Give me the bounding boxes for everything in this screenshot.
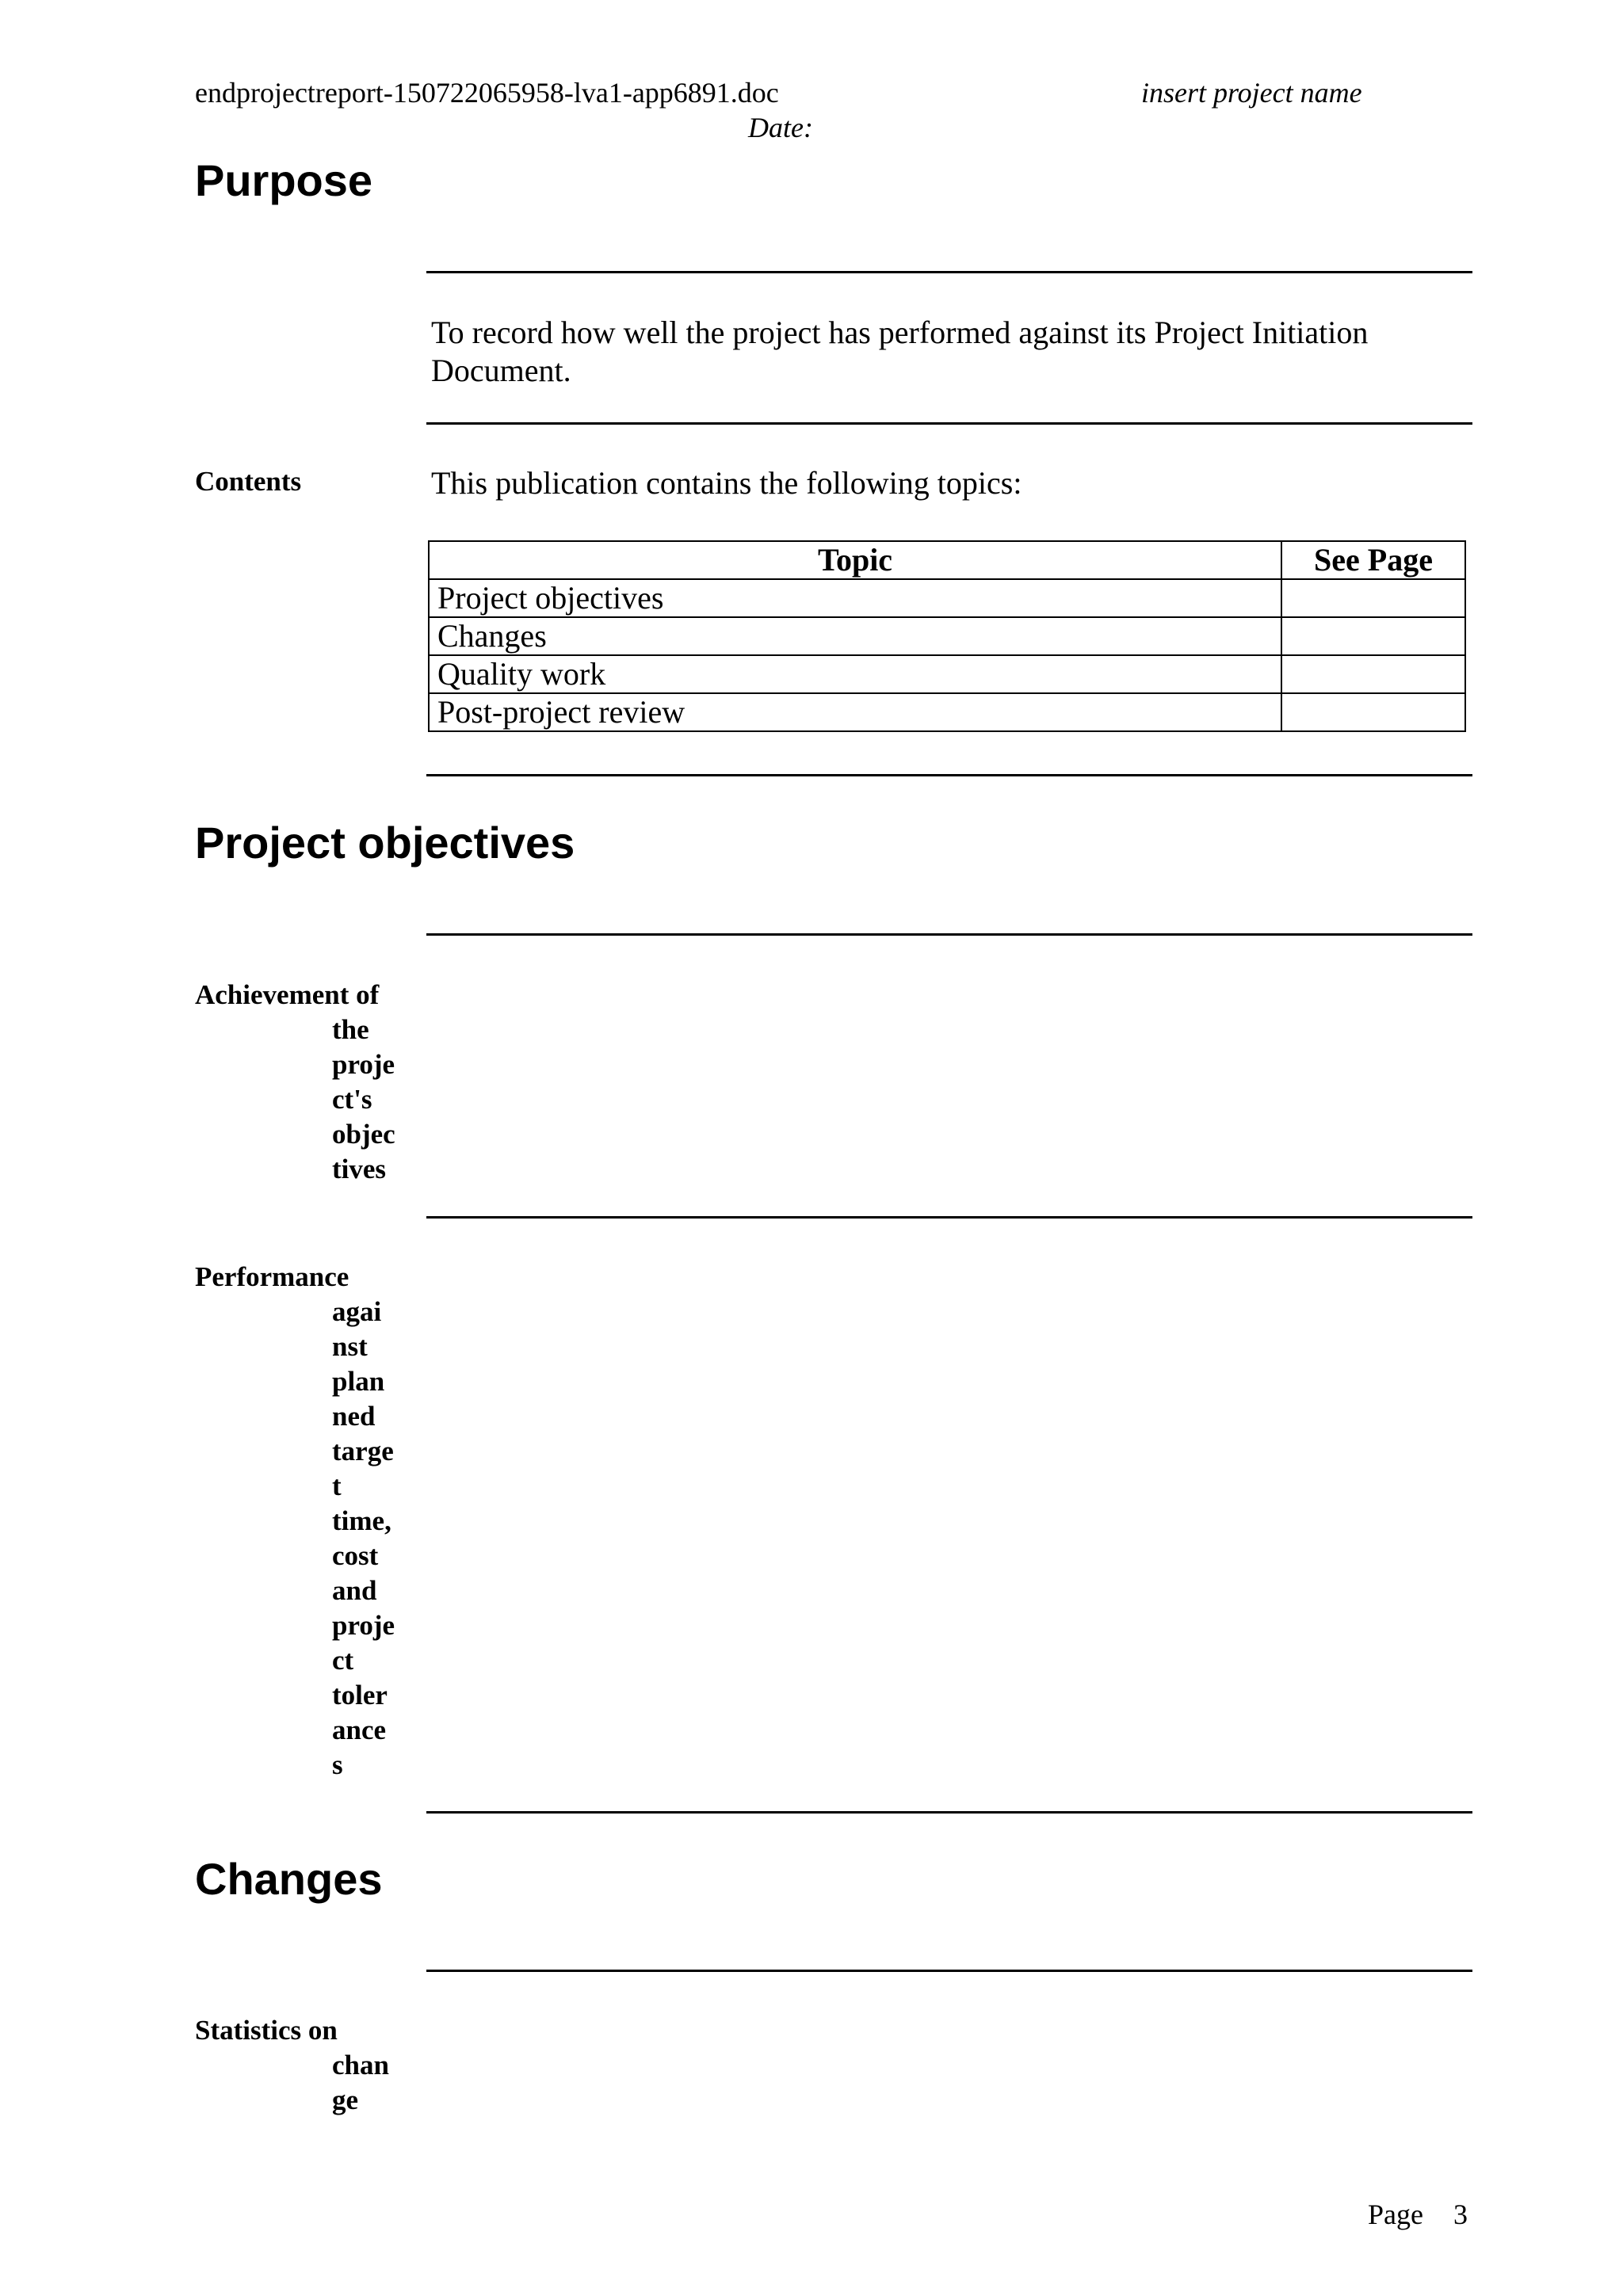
project-objectives-heading: Project objectives xyxy=(195,818,575,868)
table-header-see-page: See Page xyxy=(1281,541,1465,579)
table-row xyxy=(429,655,1465,693)
performance-label-line: ct xyxy=(332,1645,354,1676)
achievement-label-line: ct's xyxy=(332,1084,372,1115)
table-row xyxy=(429,693,1465,731)
performance-label xyxy=(195,1260,395,1783)
table-cell-topic: Quality work xyxy=(429,655,1281,693)
achievement-label-line: tives xyxy=(332,1154,387,1184)
statistics-label-line: chan xyxy=(332,2050,389,2081)
achievement-label-line: objec xyxy=(332,1119,395,1150)
header-project-name: insert project name xyxy=(1141,77,1362,109)
header-filename: endprojectreport-150722065958-lva1-app6891.doc xyxy=(195,77,779,109)
changes-heading: Changes xyxy=(195,1854,383,1904)
table-cell-page xyxy=(1281,579,1465,617)
purpose-text: To record how well the project has performed against its Project Initiation Document. xyxy=(431,315,1369,388)
page-footer xyxy=(1368,2198,1468,2231)
performance-label-line: ned xyxy=(332,1401,376,1432)
divider-rule xyxy=(426,271,1472,273)
divider-rule xyxy=(426,933,1472,936)
performance-label-line: plan xyxy=(332,1366,385,1397)
page-number: 3 xyxy=(1453,2199,1468,2230)
achievement-label-line: Achievement of xyxy=(195,979,380,1010)
divider-rule xyxy=(426,774,1472,776)
performance-label-line: cost xyxy=(332,1540,379,1571)
table-row xyxy=(429,617,1465,655)
performance-label-line: Performance xyxy=(195,1261,349,1292)
performance-label-line: targe xyxy=(332,1436,394,1466)
performance-label-line: s xyxy=(332,1749,343,1780)
achievement-label xyxy=(195,978,395,1187)
performance-label-line: toler xyxy=(332,1680,388,1711)
divider-rule xyxy=(426,422,1472,425)
contents-table xyxy=(428,540,1466,732)
divider-rule xyxy=(426,1216,1472,1219)
purpose-heading: Purpose xyxy=(195,155,373,205)
performance-label-line: agai xyxy=(332,1296,382,1327)
performance-label-line: and xyxy=(332,1575,377,1606)
statistics-label-line: Statistics on xyxy=(195,2015,338,2046)
performance-label-line: time, xyxy=(332,1505,391,1536)
contents-intro: This publication contains the following topics: xyxy=(431,465,1022,501)
table-row xyxy=(429,579,1465,617)
performance-label-line: t xyxy=(332,1470,342,1501)
divider-rule xyxy=(426,1970,1472,1972)
table-cell-page xyxy=(1281,617,1465,655)
statistics-label-line: ge xyxy=(332,2084,359,2115)
table-header-row xyxy=(429,541,1465,579)
table-cell-topic: Changes xyxy=(429,617,1281,655)
contents-label-text: Contents xyxy=(195,466,302,497)
contents-label xyxy=(195,464,301,499)
table-cell-topic: Post-project review xyxy=(429,693,1281,731)
performance-label-line: proje xyxy=(332,1610,395,1641)
header-date-label: Date: xyxy=(748,112,813,143)
table-header-topic: Topic xyxy=(429,541,1281,579)
table-cell-page xyxy=(1281,655,1465,693)
table-cell-page xyxy=(1281,693,1465,731)
divider-rule xyxy=(426,1811,1472,1814)
statistics-label xyxy=(195,2013,389,2118)
table-cell-topic: Project objectives xyxy=(429,579,1281,617)
page-label: Page xyxy=(1368,2199,1423,2230)
performance-label-line: ance xyxy=(332,1714,387,1745)
performance-label-line: nst xyxy=(332,1331,368,1362)
achievement-label-line: proje xyxy=(332,1049,395,1080)
achievement-label-line: the xyxy=(332,1014,369,1045)
